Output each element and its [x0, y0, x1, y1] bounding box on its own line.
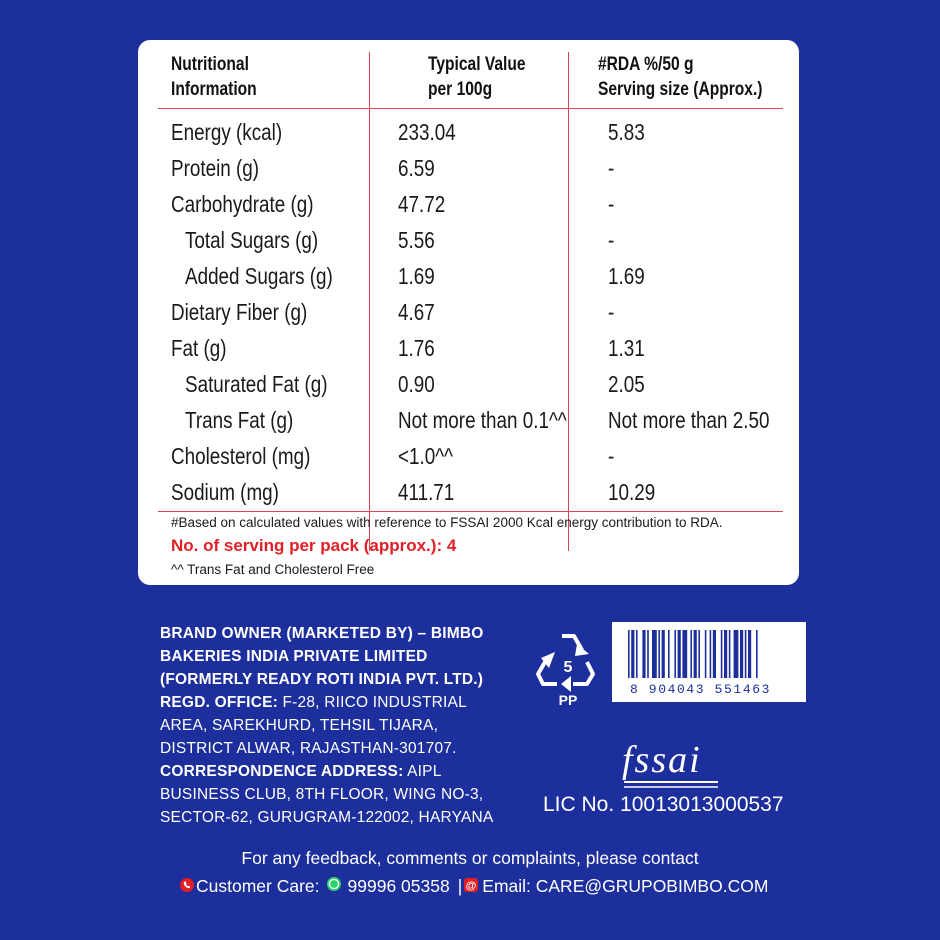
correspondence-address: AIPL [407, 763, 442, 780]
barcode-bar [698, 630, 700, 678]
customer-care-label: Customer Care: [196, 876, 320, 896]
nutrient-name: Sodium (mg) [171, 479, 279, 505]
barcode-bar [734, 630, 739, 678]
nutrient-name: Saturated Fat (g) [185, 371, 328, 397]
barcode-bar [682, 630, 687, 678]
per100-value: <1.0^^ [398, 443, 453, 469]
nutrient-name: Cholesterol (mg) [171, 443, 311, 469]
per100-value: 233.04 [398, 119, 456, 145]
header-rda: #RDA %/50 g Serving size (Approx.) [598, 54, 763, 100]
regd-office-address: F-28, RIICO INDUSTRIAL [282, 694, 467, 711]
per100-value: 0.90 [398, 371, 435, 397]
barcode-bar [652, 630, 657, 678]
brand-owner-line: (FORMERLY READY ROTI INDIA PVT. LTD.) [160, 671, 484, 688]
table-row [138, 297, 799, 333]
phone-icon [180, 876, 194, 897]
header-typical-value: Typical Value per 100g [428, 54, 526, 100]
barcode-bar [745, 630, 747, 678]
brand-owner-line: BRAND OWNER (MARKETED BY) – BIMBO [160, 625, 484, 642]
per100-value: 1.69 [398, 263, 435, 289]
barcode-bar [756, 630, 758, 678]
rda-value: - [608, 191, 615, 217]
regd-office-address: AREA, SAREKHURD, TEHSIL TIJARA, [160, 717, 439, 734]
rda-value: Not more than 2.50 [608, 407, 770, 433]
per100-value: 4.67 [398, 299, 435, 325]
barcode-bar [713, 630, 716, 678]
barcode-bar [705, 630, 707, 678]
phone-number[interactable]: 99996 05358 [347, 876, 450, 896]
barcode-bar [662, 630, 665, 678]
table-row [138, 369, 799, 405]
table-row [138, 117, 799, 153]
brand-owner-line: BAKERIES INDIA PRIVATE LIMITED [160, 648, 428, 665]
rda-value: 2.05 [608, 371, 645, 397]
at-icon [464, 876, 478, 897]
barcode-bar [631, 630, 634, 678]
per100-value: 1.76 [398, 335, 435, 361]
barcode-bar [642, 630, 645, 678]
recycle-code: PP [558, 692, 578, 708]
table-row [138, 477, 799, 513]
regd-office-label: REGD. OFFICE: [160, 694, 278, 711]
nutrient-name: Energy (kcal) [171, 119, 283, 145]
rda-value: 10.29 [608, 479, 656, 505]
per100-value: Not more than 0.1^^ [398, 407, 567, 433]
per100-value: 5.56 [398, 227, 435, 253]
table-row [138, 405, 799, 441]
barcode-bar [694, 630, 697, 678]
recycle-number: 5 [563, 659, 573, 676]
servings-per-pack: No. of serving per pack (approx.): 4 [171, 536, 457, 555]
barcode-bars [612, 622, 806, 682]
header-divider [158, 108, 783, 109]
nutrient-name: Protein (g) [171, 155, 260, 181]
nutrient-name: Carbohydrate (g) [171, 191, 314, 217]
barcode-bar [674, 630, 676, 678]
rda-value: - [608, 443, 615, 469]
barcode-bar [647, 630, 649, 678]
barcode-number: 8 904043 551463 [630, 682, 772, 697]
per100-value: 411.71 [398, 479, 455, 505]
recycle-pp-icon [535, 628, 601, 708]
rda-value: 5.83 [608, 119, 645, 145]
contact-line [180, 876, 768, 897]
correspondence-label: CORRESPONDENCE ADDRESS: [160, 763, 404, 780]
regd-office-address: DISTRICT ALWAR, RAJASTHAN-301707. [160, 740, 457, 757]
fssai-logo [620, 740, 730, 792]
barcode [612, 622, 806, 702]
rda-footnote: #Based on calculated values with reference to FSSAI 2000 Kcal energy contribution to RDA. [171, 515, 723, 530]
feedback-text: For any feedback, comments or complaints, please contact [241, 848, 699, 868]
per100-value: 6.59 [398, 155, 435, 181]
table-row [138, 225, 799, 261]
rda-value: - [608, 299, 615, 325]
fssai-logo-text: fssai [622, 740, 702, 781]
table-row [138, 333, 799, 369]
barcode-bar [668, 630, 670, 678]
barcode-bar [678, 630, 681, 678]
table-row [138, 189, 799, 225]
trans-fat-footnote: ^^ Trans Fat and Cholesterol Free [171, 562, 375, 577]
barcode-bar [690, 630, 692, 678]
fssai-license: LIC No. 10013013000537 [543, 793, 784, 816]
whatsapp-icon [326, 876, 342, 897]
correspondence-address: SECTOR-62, GURUGRAM-122002, HARYANA [160, 809, 494, 826]
nutrient-name: Fat (g) [171, 335, 227, 361]
table-row [138, 153, 799, 189]
barcode-bar [748, 630, 751, 678]
table-row [138, 261, 799, 297]
barcode-bar [628, 630, 630, 678]
barcode-bar [636, 630, 638, 678]
per100-value: 47.72 [398, 191, 446, 217]
barcode-bar [658, 630, 660, 678]
barcode-bar [721, 630, 723, 678]
nutrition-table-card [138, 40, 799, 585]
correspondence-address: BUSINESS CLUB, 8TH FLOOR, WING NO-3, [160, 786, 484, 803]
separator: | [457, 876, 463, 896]
barcode-bar [710, 630, 712, 678]
rda-value: 1.31 [608, 335, 645, 361]
barcode-bar [729, 630, 731, 678]
table-row [138, 441, 799, 477]
nutrient-name: Dietary Fiber (g) [171, 299, 308, 325]
rda-value: - [608, 155, 615, 181]
rda-value: 1.69 [608, 263, 645, 289]
barcode-bar [724, 630, 727, 678]
nutrient-name: Added Sugars (g) [185, 263, 333, 289]
email-address[interactable]: Email: CARE@GRUPOBIMBO.COM [482, 876, 769, 896]
barcode-bar [740, 630, 743, 678]
nutrient-name: Trans Fat (g) [185, 407, 294, 433]
rda-value: - [608, 227, 615, 253]
nutrient-name: Total Sugars (g) [185, 227, 319, 253]
header-nutritional-info: Nutritional Information [171, 54, 257, 100]
company-info [160, 622, 540, 829]
svg-text:@: @ [465, 880, 477, 892]
